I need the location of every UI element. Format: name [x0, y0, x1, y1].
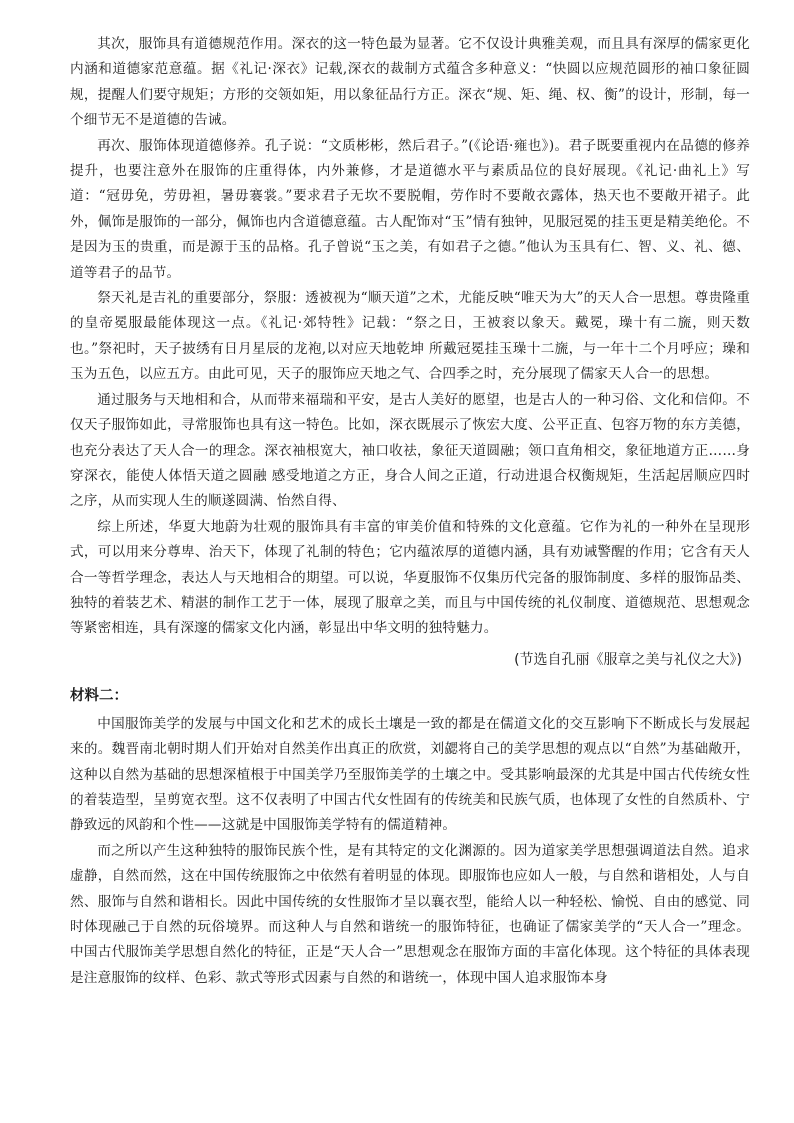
- paragraph: 而之所以产生这种独特的服饰民族个性，是有其特定的文化渊源的。因为道家美学思想强调道法自然。追求虚静，自然而然，这在中国传统服饰之中依然有着明显的体现。即服饰也应如人一般，与自然和谐相处，人与自然、服饰与自然和谐相长。因此中国传统的女性服饰才呈以襄衣型，能给人以一种轻松、愉悦、自由的感觉、同时体现融己于自然的玩俗境界。而这种人与自然和谐统一的服饰特征，也确证了儒家美学的“天人合一”理念。 中国古代服饰美学思想自然化的特征，正是“天人合一”思想观念在服饰方面的丰富化体现。这个特征的具体表现是注意服饰的纹样、色彩、款式等形式因素与自然的和谐统一，体现中国人追求服饰本身: [70, 842, 750, 986]
- paragraph: 其次，服饰具有道德规范作用。深衣的这一特色最为显著。它不仅设计典雅美观，而且具有深厚的儒家更化内涵和道德家范意蕴。据《礼记·深衣》记载,深衣的裁制方式蕴含多种意义：“快圆以应规范圆形的袖口象征圆规，提醒人们要守规矩；方形的交领如矩，用以象征品行方正。深衣“规、矩、绳、权、衡”的设计，形制，每一个细节无不是道德的告诫。: [70, 36, 750, 129]
- section-heading: 材料二：: [70, 687, 128, 704]
- paragraph: 通过服务与天地相和合，从而带来福瑞和平安，是古人美好的愿望，也是古人的一种习俗、文化和信仰。不仅天子服饰如此，寻常服饰也具有这一特色。比如，深衣既展示了恢宏大度、公平正直、包容万物的东方美德，也充分表达了天人合一的理念。深衣袖根宽大，袖口收祛，象征天道圆融；领口直角相交，象征地道方正……身穿深衣，能使人体悟天道之圆融 感受地道之方正，身合人间之正道，行动进退合权衡规矩，生活起居顺应四时之序，从而实现人生的顺遂圆满、怡然自得、: [70, 391, 750, 510]
- paragraph: 祭天礼是吉礼的重要部分，祭服：透被视为“顺天道”之术，尤能反映“唯天为大”的天人合一思想。尊贵隆重的皇帝冕服最能体现这一点。《礼记·郊特牲》记载：“祭之日，王被衮以象天。戴冕，璪十有二旒，则天数也。”祭祀时，天子披绣有日月星辰的龙袍,以对应天地乾坤 所戴冠冕挂玉璪十二旒，与一年十二个月呼应；璪和玉为五色，以应五方。由此可见，天子的服饰应天地之气、合四季之时，充分展现了儒家天人合一的思想。: [70, 290, 750, 383]
- source-citation: (节选自孔丽《服章之美与礼仪之大》): [514, 651, 742, 668]
- paragraph: 中国服饰美学的发展与中国文化和艺术的成长土壤是一致的都是在儒道文化的交互影响下不断成长与发展起来的。魏晋南北朝时期人们开始对自然美作出真正的欣赏，刘勰将自己的美学思想的观点以“自然”为基础敞开，这种以自然为基础的思想深植根于中国美学乃至服饰美学的土壤之中。受其影响最深的尤其是中国古代传统女性的着装造型，呈剪宽衣型。这不仅表明了中国古代女性固有的传统美和民族气质，也体现了女性的自然质朴、宁静致远的风韵和个性——这就是中国服饰美学特有的儒道精神。: [70, 715, 750, 834]
- document-body: [70, 32, 750, 991]
- paragraph: 再次、服饰体现道德修养。孔子说：“文质彬彬，然后君子。”(《论语·雍也》)。君子既要重视内在品德的修养提升，也要注意外在服饰的庄重得体，内外兼修，才是道德水平与素质品位的良好展现。《礼记·曲礼上》写道：“冠毋免，劳毋袒，暑毋褰裳。”要求君子无坎不要脱帽，劳作时不要敞衣露体，热天也不要敞开裙子。此外，佩饰是服饰的一部分，佩饰也内含道德意蕴。古人配饰对“玉”情有独钟，见服冠冕的挂玉更是精美绝伦。不是因为玉的贵重，而是源于玉的品格。孔子曾说“玉之美，有如君子之德。”他认为玉具有仁、智、义、礼、德、道等君子的品节。: [70, 137, 750, 281]
- paragraph: 综上所述，华夏大地蔚为壮观的服饰具有丰富的审美价值和特殊的文化意蕴。它作为礼的一种外在呈现形式，可以用来分尊卑、治天下，体现了礼制的特色；它内蕴浓厚的道德内涵，具有劝诫警醒的作用；它含有天人合一等哲学理念，表达人与天地相合的期望。可以说，华夏服饰不仅集历代完备的服饰制度、多样的服饰品类、独特的着装艺术、精湛的制作工艺于一体，展现了服章之美，而且与中国传统的礼仪制度、道德规范、思想观念等紧密相连，具有深邃的儒家文化内涵，彰显出中华文明的独特魅力。: [70, 518, 750, 637]
